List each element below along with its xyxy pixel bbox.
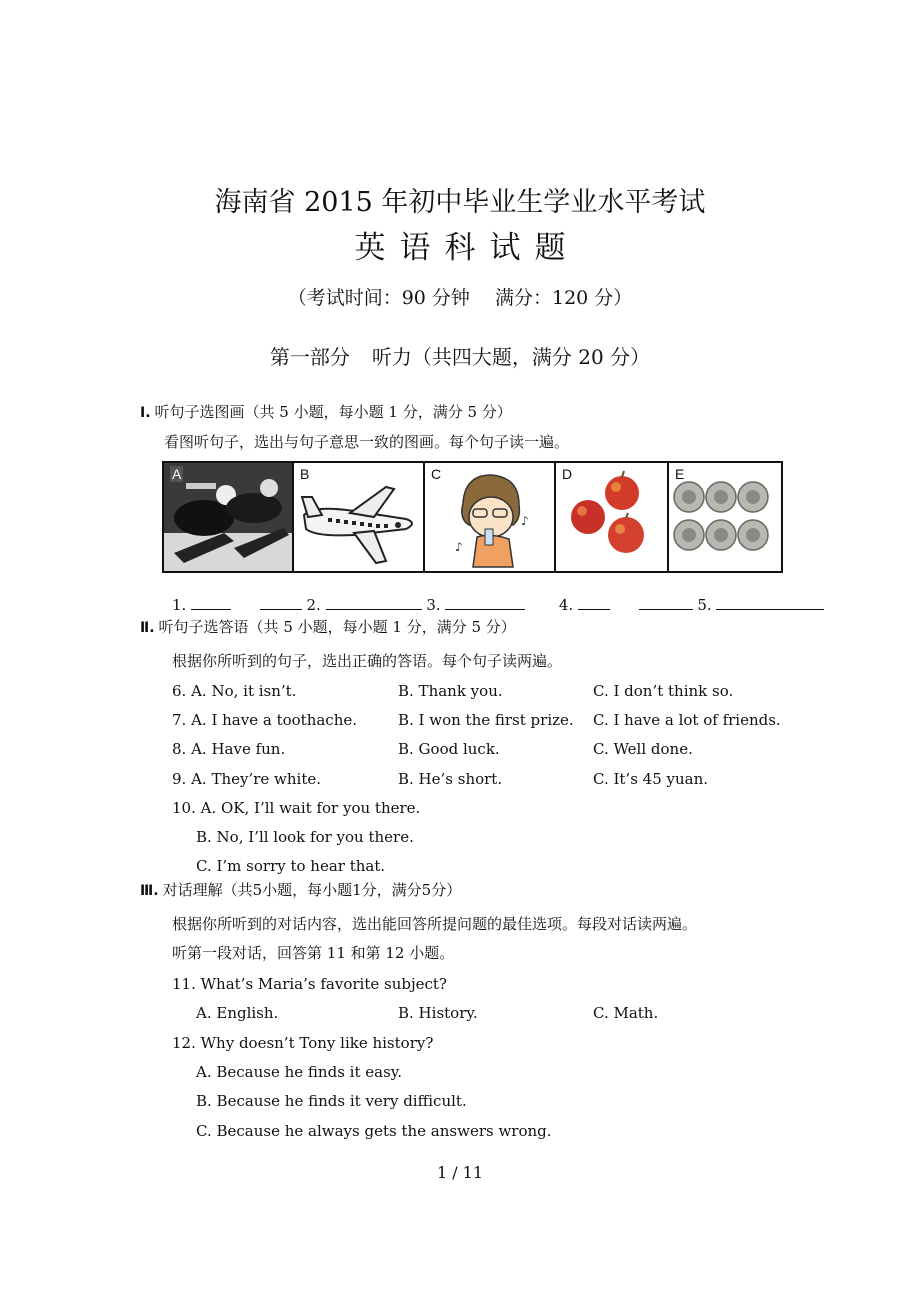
picture-strip [162,461,783,573]
blank-label-2: 2. [306,596,321,614]
q7-option-a[interactable]: 7. A. I have a toothache. [172,711,358,729]
speed-skaters-icon [164,463,294,571]
section-1-instruction: 看图听句子，选出与句子意思一致的图画。每个句子读一遍。 [164,433,570,451]
answer-blank-2[interactable] [326,595,422,610]
cartoon-boy-icon [425,463,556,571]
q9-option-c[interactable]: C. It’s 45 yuan. [593,770,709,788]
q7-option-c[interactable]: C. I have a lot of friends. [593,711,781,729]
coins-icon [669,463,781,571]
section-1-title: 听句子选图画（共 5 小题，每小题 1 分，满分 5 分） [154,403,512,421]
part-title [0,341,920,370]
picture-a-label: A [172,466,182,482]
section-2-instruction: 根据你所听到的句子，选出正确的答语。每个句子读两遍。 [172,652,563,670]
part-title-desc: 听力（共四大题，满分 20 分） [371,345,651,369]
exam-meta: （考试时间：90 分钟 满分：120 分） [287,287,633,309]
section-2-heading [140,616,516,637]
q12-option-c[interactable]: C. Because he always gets the answers wrong. [196,1122,552,1140]
section-3-heading [140,879,461,900]
q8-option-b[interactable]: B. Good luck. [398,740,500,758]
answer-blank-5[interactable] [716,595,824,610]
q11-option-a[interactable]: A. English. [196,1004,279,1022]
blank-label-3: 3. [426,596,441,614]
answer-blank-4[interactable] [578,595,610,610]
section-1-heading [140,401,512,422]
q12-stem: 12. Why doesn’t Tony like history? [172,1034,434,1052]
picture-b-label: B [300,466,310,482]
section-3-number: Ⅲ. [140,883,159,899]
section-1-number: I. [140,405,151,421]
q6-option-b[interactable]: B. Thank you. [398,682,503,700]
answer-blank-1[interactable] [191,595,231,610]
q8-option-a[interactable]: 8. A. Have fun. [172,740,286,758]
q6-option-c[interactable]: C. I don’t think so. [593,682,734,700]
section-2-number: Ⅱ. [140,620,155,636]
q11-stem: 11. What’s Maria’s favorite subject? [172,975,447,993]
svg-text:♪: ♪ [521,514,529,528]
picture-a [164,463,294,571]
airplane-icon [294,463,425,571]
q11-option-b[interactable]: B. History. [398,1004,478,1022]
q9-option-a[interactable]: 9. A. They’re white. [172,770,322,788]
exam-title: 海南省 2015 年初中毕业生学业水平考试 [214,187,706,218]
q10-option-c[interactable]: C. I’m sorry to hear that. [196,857,386,875]
q8-option-c[interactable]: C. Well done. [593,740,693,758]
q10-option-b[interactable]: B. No, I’ll look for you there. [196,828,414,846]
section-3-dialogue-1-note: 听第一段对话，回答第 11 和第 12 小题。 [172,944,455,962]
answer-blank-1b[interactable] [260,595,302,610]
q9-option-b[interactable]: B. He’s short. [398,770,503,788]
q11-option-c[interactable]: C. Math. [593,1004,659,1022]
q12-option-a[interactable]: A. Because he finds it easy. [196,1063,403,1081]
q6-option-a[interactable]: 6. A. No, it isn’t. [172,682,297,700]
section-3-instruction: 根据你所听到的对话内容，选出能回答所提问题的最佳选项。每段对话读两遍。 [172,915,698,933]
picture-d-label: D [562,466,573,482]
part-title-label: 第一部分 [269,345,350,369]
q10-option-a[interactable]: 10. A. OK, I’ll wait for you there. [172,799,421,817]
page-number: 1 / 11 [436,1163,484,1182]
subject-title: 英语科试题 [354,230,580,266]
picture-e-label: E [675,466,685,482]
blank-label-5: 5. [697,596,712,614]
answer-blanks-row [172,595,824,614]
picture-d [556,463,669,571]
blank-label-4: 4. [558,596,574,614]
section-3-title: 对话理解（共5小题，每小题1分，满分5分） [162,881,462,899]
apples-icon [556,463,669,571]
q7-option-b[interactable]: B. I won the first prize. [398,711,574,729]
blank-label-1: 1. [172,596,187,614]
picture-b [294,463,425,571]
answer-blank-3[interactable] [445,595,525,610]
picture-e [669,463,781,571]
picture-c-label: C [431,466,442,482]
answer-blank-4b[interactable] [639,595,693,610]
picture-c [425,463,556,571]
q12-option-b[interactable]: B. Because he finds it very difficult. [196,1092,467,1110]
section-2-title: 听句子选答语（共 5 小题，每小题 1 分，满分 5 分） [158,618,516,636]
svg-text:♪: ♪ [455,540,463,554]
